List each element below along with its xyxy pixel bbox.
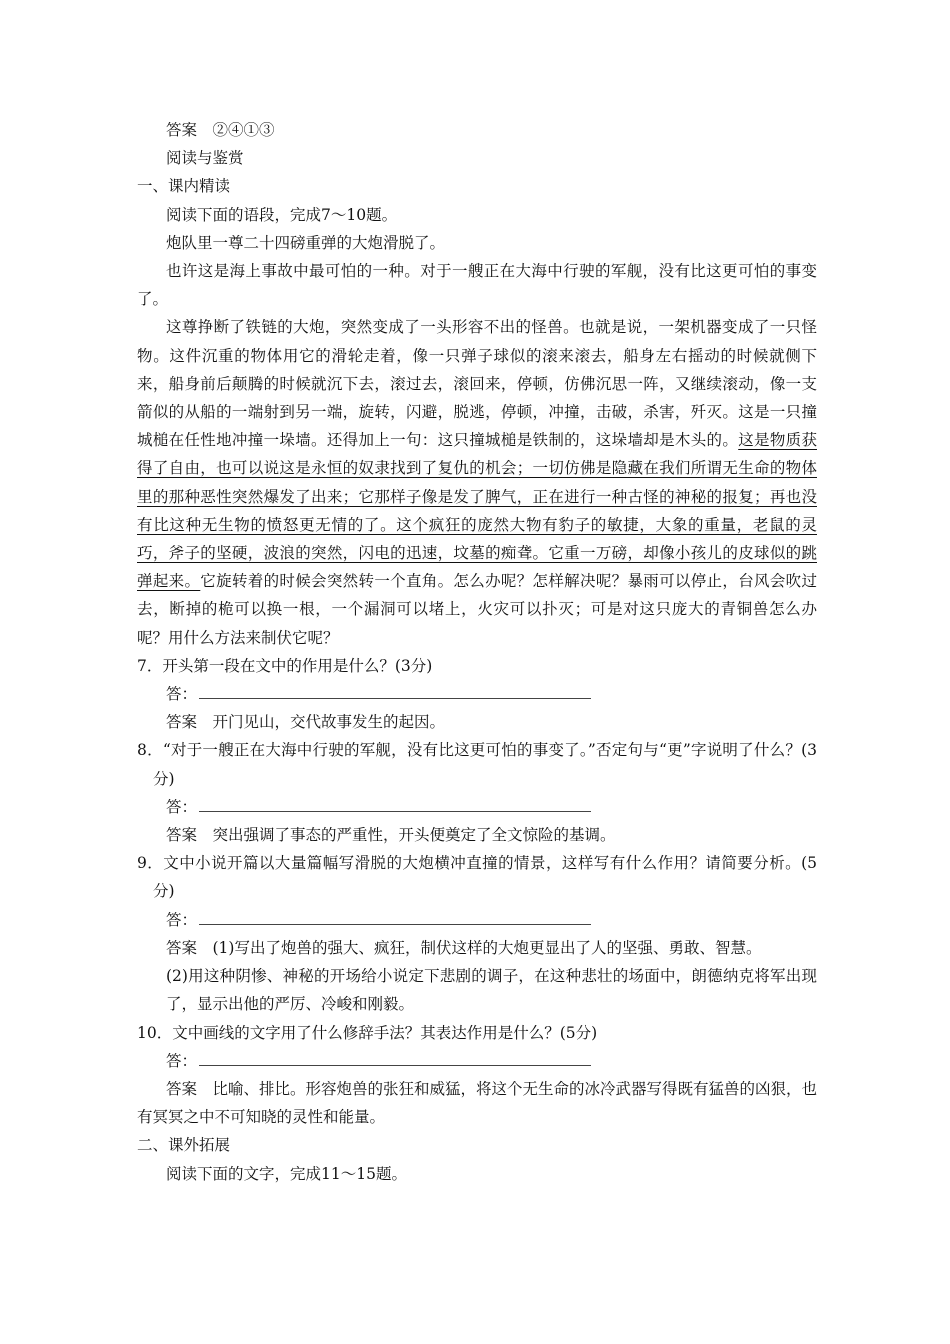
answer-blank-10[interactable]: [199, 1053, 591, 1066]
answer-8: 答案 突出强调了事态的严重性，开头便奠定了全文惊险的基调。: [166, 826, 616, 845]
answer-label: 答：: [166, 685, 198, 704]
part2-heading: 二、课外拓展: [137, 1136, 231, 1155]
passage-paragraph-1: 炮队里一尊二十四磅重弹的大炮滑脱了。: [166, 233, 446, 252]
answer-line-7: [137, 680, 817, 708]
part1-heading: 一、课内精读: [137, 177, 231, 196]
passage-paragraph-3: [137, 313, 817, 651]
passage-text-b: 它旋转着的时候会突然转一个直角。怎么办呢？怎样解决呢？暴雨可以停止，台风会吹过去，断掉的桅可以换一根，一个漏洞可以堵上，火灾可以扑灭；可是对这只庞大的青铜兽怎么办呢？用什么方法来制伏它呢？: [137, 572, 817, 647]
document-page: [137, 116, 817, 1188]
answer-blank-7[interactable]: [199, 686, 591, 699]
passage-text-a: 这尊挣断了铁链的大炮，突然变成了一头形容不出的怪兽。也就是说，一架机器变成了一只怪物。这件沉重的物体用它的滑轮走着，像一只弹子球似的滚来滚去，船身左右摇动的时候就侧下来，船身前后颠腾的时候就沉下去，滚过去，滚回来，停顿，仿佛沉思一阵，又继续滚动，像一支箭似的从船的一端射到另一端，旋转，闪避，脱逃，停顿，冲撞，击破，杀害，歼灭。这是一只撞城槌在任性地冲撞一垛墙。还得加上一句：这只撞城槌是铁制的，这垛墙却是木头的。: [137, 318, 817, 450]
question-8: 8．“对于一艘正在大海中行驶的军舰，没有比这更可怕的事变了。”否定句与“更”字说明了什么？(3分): [137, 741, 817, 788]
section-title: 阅读与鉴赏: [166, 149, 244, 168]
question-9: 9．文中小说开篇以大量篇幅写滑脱的大炮横冲直撞的情景，这样写有什么作用？请简要分析。(5分): [137, 854, 817, 901]
answer-blank-8[interactable]: [199, 799, 591, 812]
answer-7: 答案 开门见山，交代故事发生的起因。: [166, 713, 446, 732]
passage-paragraph-2: 也许这是海上事故中最可怕的一种。对于一艘正在大海中行驶的军舰，没有比这更可怕的事变了。: [137, 262, 817, 309]
answer-label: 答：: [166, 797, 198, 816]
answer-label: 答：: [166, 910, 198, 929]
question-10: 10．文中画线的文字用了什么修辞手法？其表达作用是什么？(5分): [137, 1023, 598, 1042]
underlined-passage: 这是物质获得了自由，也可以说这是永恒的奴隶找到了复仇的机会；一切仿佛是隐藏在我们所谓无生命的物体里的那种恶性突然爆发了出来；它那样子像是发了脾气，正在进行一种古怪的神秘的报复；再也没有比这种无生物的愤怒更无情的了。这个疯狂的庞然大物有豹子的敏捷，大象的重量，老鼠的灵巧，斧子的坚硬，波浪的突然，闪电的迅速，坟墓的痴聋。它重一万磅，却像小孩儿的皮球似的跳弹起来。: [137, 431, 817, 591]
answer-10: 答案 比喻、排比。形容炮兽的张狂和威猛，将这个无生命的冰冷武器写得既有猛兽的凶狠，也有冥冥之中不可知晓的灵性和能量。: [137, 1079, 818, 1127]
answer-line-8: [137, 793, 817, 821]
previous-answer: 答案 ②④①③: [166, 121, 275, 139]
part2-instruction: 阅读下面的文字，完成11～15题。: [166, 1164, 407, 1183]
answer-line-10: [137, 1047, 817, 1075]
answer-blank-9[interactable]: [199, 912, 591, 925]
answer-9: 答案 (1)写出了炮兽的强大、疯狂，制伏这样的大炮更显出了人的坚强、勇敢、智慧。: [166, 938, 762, 957]
answer-9-continued: (2)用这种阴惨、神秘的开场给小说定下悲剧的调子，在这种悲壮的场面中，朗德纳克将军出现了，显示出他的严厉、冷峻和刚毅。: [166, 967, 817, 1014]
answer-label: 答：: [166, 1051, 198, 1070]
answer-line-9: [137, 906, 817, 934]
part1-instruction: 阅读下面的语段，完成7～10题。: [166, 205, 398, 224]
question-7: 7．开头第一段在文中的作用是什么？(3分): [137, 656, 433, 675]
